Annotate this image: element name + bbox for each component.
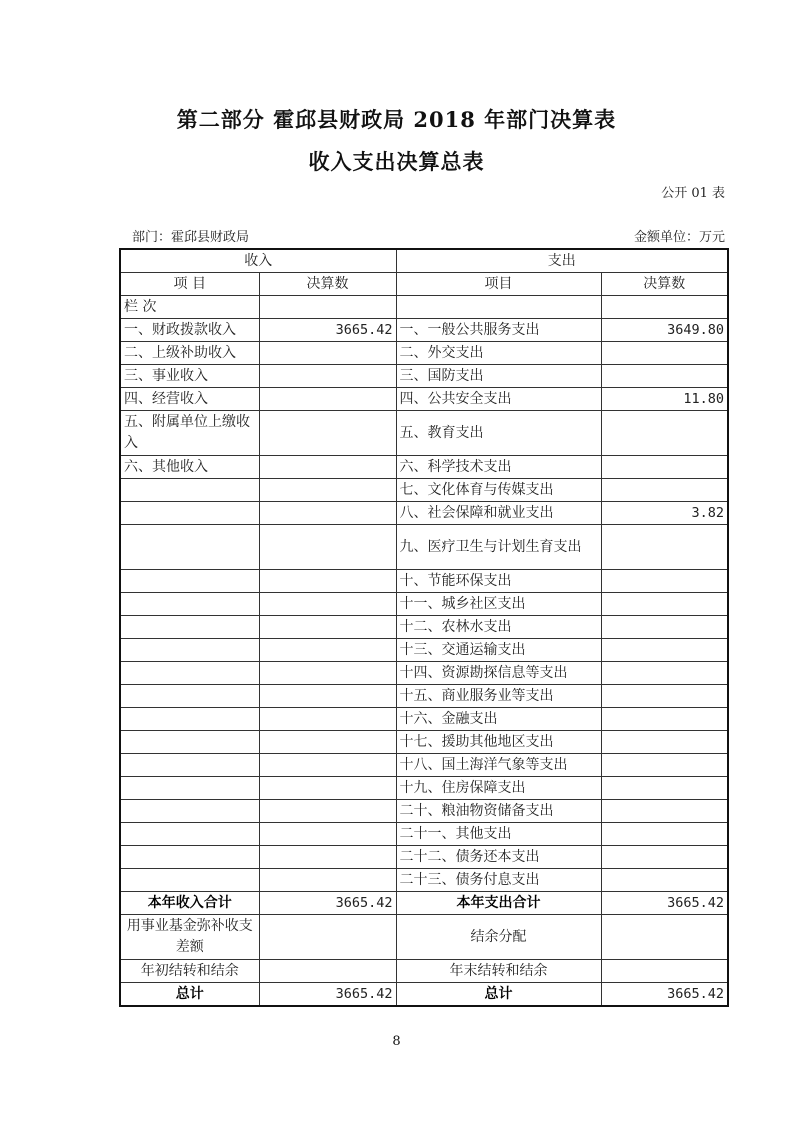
income-item-header: 项 目: [120, 273, 259, 296]
income-item-cell: [120, 754, 259, 777]
expense-item-cell: 九、医疗卫生与计划生育支出: [396, 525, 601, 570]
income-amount-cell: [259, 960, 396, 983]
page-number: 8: [392, 1034, 401, 1049]
expense-amount-cell: [601, 365, 728, 388]
expense-amount-cell: [601, 342, 728, 365]
table-row: [120, 869, 728, 892]
income-amount-cell: [259, 411, 396, 456]
income-amount-cell: 3665.42: [259, 319, 396, 342]
expense-amount-cell: [601, 479, 728, 502]
table-row: [120, 411, 728, 456]
table-row: [120, 708, 728, 731]
income-amount-header: 决算数: [259, 273, 396, 296]
income-amount-cell: [259, 342, 396, 365]
expense-item-cell: 二十一、其他支出: [396, 823, 601, 846]
income-amount-cell: [259, 685, 396, 708]
expense-amount-cell: [601, 708, 728, 731]
expense-amount-cell: [601, 296, 728, 319]
income-amount-cell: [259, 570, 396, 593]
expense-item-cell: 三、国防支出: [396, 365, 601, 388]
expense-amount-cell: 11.80: [601, 388, 728, 411]
table-row: [120, 639, 728, 662]
table-row: [120, 616, 728, 639]
income-expense-table: [119, 248, 729, 1007]
expense-amount-cell: 3649.80: [601, 319, 728, 342]
income-item-cell: [120, 639, 259, 662]
income-amount-cell: [259, 525, 396, 570]
expense-amount-cell: [601, 915, 728, 960]
income-item-cell: [120, 502, 259, 525]
expense-item-cell: 结余分配: [396, 915, 601, 960]
income-item-cell: [120, 616, 259, 639]
expense-item-header: 项目: [396, 273, 601, 296]
table-row: [120, 479, 728, 502]
table-row: [120, 388, 728, 411]
expense-amount-cell: [601, 593, 728, 616]
expense-item-cell: 十、节能环保支出: [396, 570, 601, 593]
table-row: [120, 685, 728, 708]
table-row: [120, 983, 728, 1007]
expense-item-cell: 二十二、债务还本支出: [396, 846, 601, 869]
income-amount-cell: [259, 823, 396, 846]
expense-item-cell: 二十、粮油物资储备支出: [396, 800, 601, 823]
table-row: [120, 846, 728, 869]
income-amount-cell: 3665.42: [259, 983, 396, 1007]
income-amount-cell: [259, 731, 396, 754]
group-header-row: [120, 249, 728, 273]
table-row: [120, 892, 728, 915]
amount-unit-label: 金额单位：万元: [633, 230, 725, 245]
expense-amount-cell: [601, 869, 728, 892]
expense-amount-cell: [601, 525, 728, 570]
table-row: [120, 296, 728, 319]
income-item-cell: [120, 525, 259, 570]
table-row: [120, 365, 728, 388]
expense-item-cell: 十八、国土海洋气象等支出: [396, 754, 601, 777]
expense-item-cell: 二十三、债务付息支出: [396, 869, 601, 892]
table-row: [120, 960, 728, 983]
expense-item-cell: 十五、商业服务业等支出: [396, 685, 601, 708]
expense-item-cell: [396, 296, 601, 319]
income-item-cell: 用事业基金弥补收支差额: [120, 915, 259, 960]
expense-item-cell: 十三、交通运输支出: [396, 639, 601, 662]
income-item-cell: 三、事业收入: [120, 365, 259, 388]
table-row: [120, 525, 728, 570]
expense-item-cell: 十六、金融支出: [396, 708, 601, 731]
income-amount-cell: [259, 800, 396, 823]
income-amount-cell: [259, 708, 396, 731]
income-amount-cell: [259, 754, 396, 777]
income-item-cell: 本年收入合计: [120, 892, 259, 915]
expense-amount-cell: [601, 639, 728, 662]
income-item-cell: 二、上级补助收入: [120, 342, 259, 365]
income-amount-cell: [259, 456, 396, 479]
expense-amount-cell: [601, 754, 728, 777]
expense-item-cell: 二、外交支出: [396, 342, 601, 365]
expense-amount-cell: [601, 662, 728, 685]
income-item-cell: 六、其他收入: [120, 456, 259, 479]
table-row: [120, 754, 728, 777]
table-row: [120, 915, 728, 960]
income-item-cell: 年初结转和结余: [120, 960, 259, 983]
income-item-cell: 一、财政拨款收入: [120, 319, 259, 342]
expense-amount-cell: [601, 823, 728, 846]
expense-item-cell: 十一、城乡社区支出: [396, 593, 601, 616]
expense-item-cell: 十九、住房保障支出: [396, 777, 601, 800]
document-title: 第二部分 霍邱县财政局 2018 年部门决算表: [176, 107, 617, 132]
income-item-cell: 五、附属单位上缴收入: [120, 411, 259, 456]
table-row: [120, 662, 728, 685]
income-item-cell: [120, 479, 259, 502]
income-item-cell: [120, 570, 259, 593]
income-item-cell: [120, 777, 259, 800]
table-row: [120, 800, 728, 823]
table-number: 公开 01 表: [661, 186, 725, 201]
expense-amount-cell: [601, 411, 728, 456]
income-item-cell: [120, 708, 259, 731]
expense-amount-cell: [601, 616, 728, 639]
income-amount-cell: [259, 296, 396, 319]
income-item-cell: [120, 731, 259, 754]
expense-item-cell: 八、社会保障和就业支出: [396, 502, 601, 525]
expense-item-cell: 四、公共安全支出: [396, 388, 601, 411]
income-item-cell: [120, 593, 259, 616]
income-amount-cell: [259, 662, 396, 685]
income-amount-cell: [259, 616, 396, 639]
income-item-cell: [120, 846, 259, 869]
expense-amount-cell: [601, 570, 728, 593]
expense-amount-cell: [601, 960, 728, 983]
expense-amount-cell: 3665.42: [601, 892, 728, 915]
income-item-cell: 栏 次: [120, 296, 259, 319]
expense-item-cell: 六、科学技术支出: [396, 456, 601, 479]
table-row: [120, 502, 728, 525]
income-amount-cell: [259, 502, 396, 525]
expense-amount-cell: [601, 800, 728, 823]
expense-amount-header: 决算数: [601, 273, 728, 296]
income-item-cell: 总计: [120, 983, 259, 1007]
column-header-row: [120, 273, 728, 296]
income-amount-cell: [259, 593, 396, 616]
income-amount-cell: [259, 479, 396, 502]
expense-item-cell: 七、文化体育与传媒支出: [396, 479, 601, 502]
income-amount-cell: [259, 365, 396, 388]
expense-item-cell: 十七、援助其他地区支出: [396, 731, 601, 754]
income-amount-cell: [259, 869, 396, 892]
income-item-cell: [120, 823, 259, 846]
table-row: [120, 823, 728, 846]
table-row: [120, 342, 728, 365]
income-amount-cell: 3665.42: [259, 892, 396, 915]
table-row: [120, 570, 728, 593]
income-amount-cell: [259, 388, 396, 411]
table-row: [120, 593, 728, 616]
expense-amount-cell: 3665.42: [601, 983, 728, 1007]
income-item-cell: [120, 869, 259, 892]
income-item-cell: [120, 685, 259, 708]
income-amount-cell: [259, 639, 396, 662]
expense-item-cell: 一、一般公共服务支出: [396, 319, 601, 342]
expense-item-cell: 年末结转和结余: [396, 960, 601, 983]
expense-amount-cell: [601, 731, 728, 754]
expense-amount-cell: [601, 685, 728, 708]
table-row: [120, 731, 728, 754]
income-amount-cell: [259, 777, 396, 800]
income-group-header: 收入: [120, 249, 396, 273]
expense-item-cell: 总计: [396, 983, 601, 1007]
expense-item-cell: 十二、农林水支出: [396, 616, 601, 639]
department-label: 部门：霍邱县财政局: [132, 230, 250, 245]
expense-amount-cell: 3.82: [601, 502, 728, 525]
income-item-cell: [120, 800, 259, 823]
expense-item-cell: 本年支出合计: [396, 892, 601, 915]
income-item-cell: [120, 662, 259, 685]
table-title: 收入支出决算总表: [308, 149, 485, 174]
table-row: [120, 319, 728, 342]
table-row: [120, 777, 728, 800]
income-item-cell: 四、经营收入: [120, 388, 259, 411]
expense-group-header: 支出: [396, 249, 728, 273]
expense-amount-cell: [601, 777, 728, 800]
expense-item-cell: 十四、资源勘探信息等支出: [396, 662, 601, 685]
expense-amount-cell: [601, 456, 728, 479]
expense-amount-cell: [601, 846, 728, 869]
income-amount-cell: [259, 846, 396, 869]
expense-item-cell: 五、教育支出: [396, 411, 601, 456]
income-amount-cell: [259, 915, 396, 960]
table-row: [120, 456, 728, 479]
